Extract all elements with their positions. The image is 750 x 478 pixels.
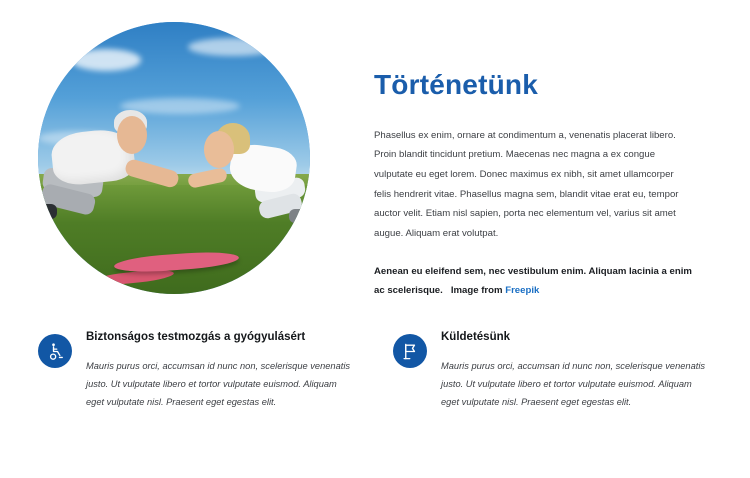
page-title: Történetünk [374, 69, 538, 100]
intro-highlight [374, 262, 692, 301]
feature-body [86, 330, 357, 411]
image-credit-link[interactable]: Freepik [505, 285, 540, 297]
photo-person-right [193, 114, 307, 255]
features-section [38, 330, 712, 411]
photo-person-left-arm [124, 157, 181, 188]
photo-person-right-arm [187, 167, 228, 189]
intro-highlight-text: Aenean eu eleifend sem, nec vestibulum enim. Aliquam lacinia a enim ac scelerisque. [374, 265, 692, 297]
photo-person-left [43, 104, 179, 256]
intro-paragraph: Phasellus ex enim, ornare at condimentum a, venenatis placerat libero. Proin blandit tincidunt pretium. Maecenas nec magna a ex congue vulputate eu eget lorem. Donec maximus ex nibh, sit amet ullamcorper felis hendrerit vitae. Phasellus magna sem, blandit vitae erat eu, tempor auctor velit. Etiam nisl sapien, porta nec elementum vel, varius sit amet augue. Aliquam erat volutpat. [374, 129, 679, 239]
feature-body [441, 330, 712, 411]
photo-cloud [71, 49, 141, 71]
feature-text: Mauris purus orci, accumsan id nunc non, scelerisque venenatis justo. Ut vulputate libero et tortor vulputate euismod. Aliquam eget vulputate nisl. Praesent eget egestas elit. [86, 360, 351, 408]
photo-person-left-head [117, 116, 147, 154]
intro-block [374, 68, 692, 301]
flag-goal-icon [393, 334, 427, 368]
feature-item [393, 330, 712, 411]
photo-person-left-shoe [38, 204, 57, 219]
wheelchair-icon [38, 334, 72, 368]
feature-title: Biztonságos testmozgás a gyógyulásért [86, 331, 306, 343]
feature-title: Küldetésünk [441, 331, 511, 343]
hero-photo [38, 22, 310, 294]
feature-text: Mauris purus orci, accumsan id nunc non, scelerisque venenatis justo. Ut vulputate libero et tortor vulputate euismod. Aliquam eget vulputate nisl. Praesent eget egestas elit. [441, 360, 706, 408]
image-credit-label: Image from [450, 285, 503, 297]
feature-item [38, 330, 357, 411]
photo-person-right-shoe [289, 209, 307, 223]
